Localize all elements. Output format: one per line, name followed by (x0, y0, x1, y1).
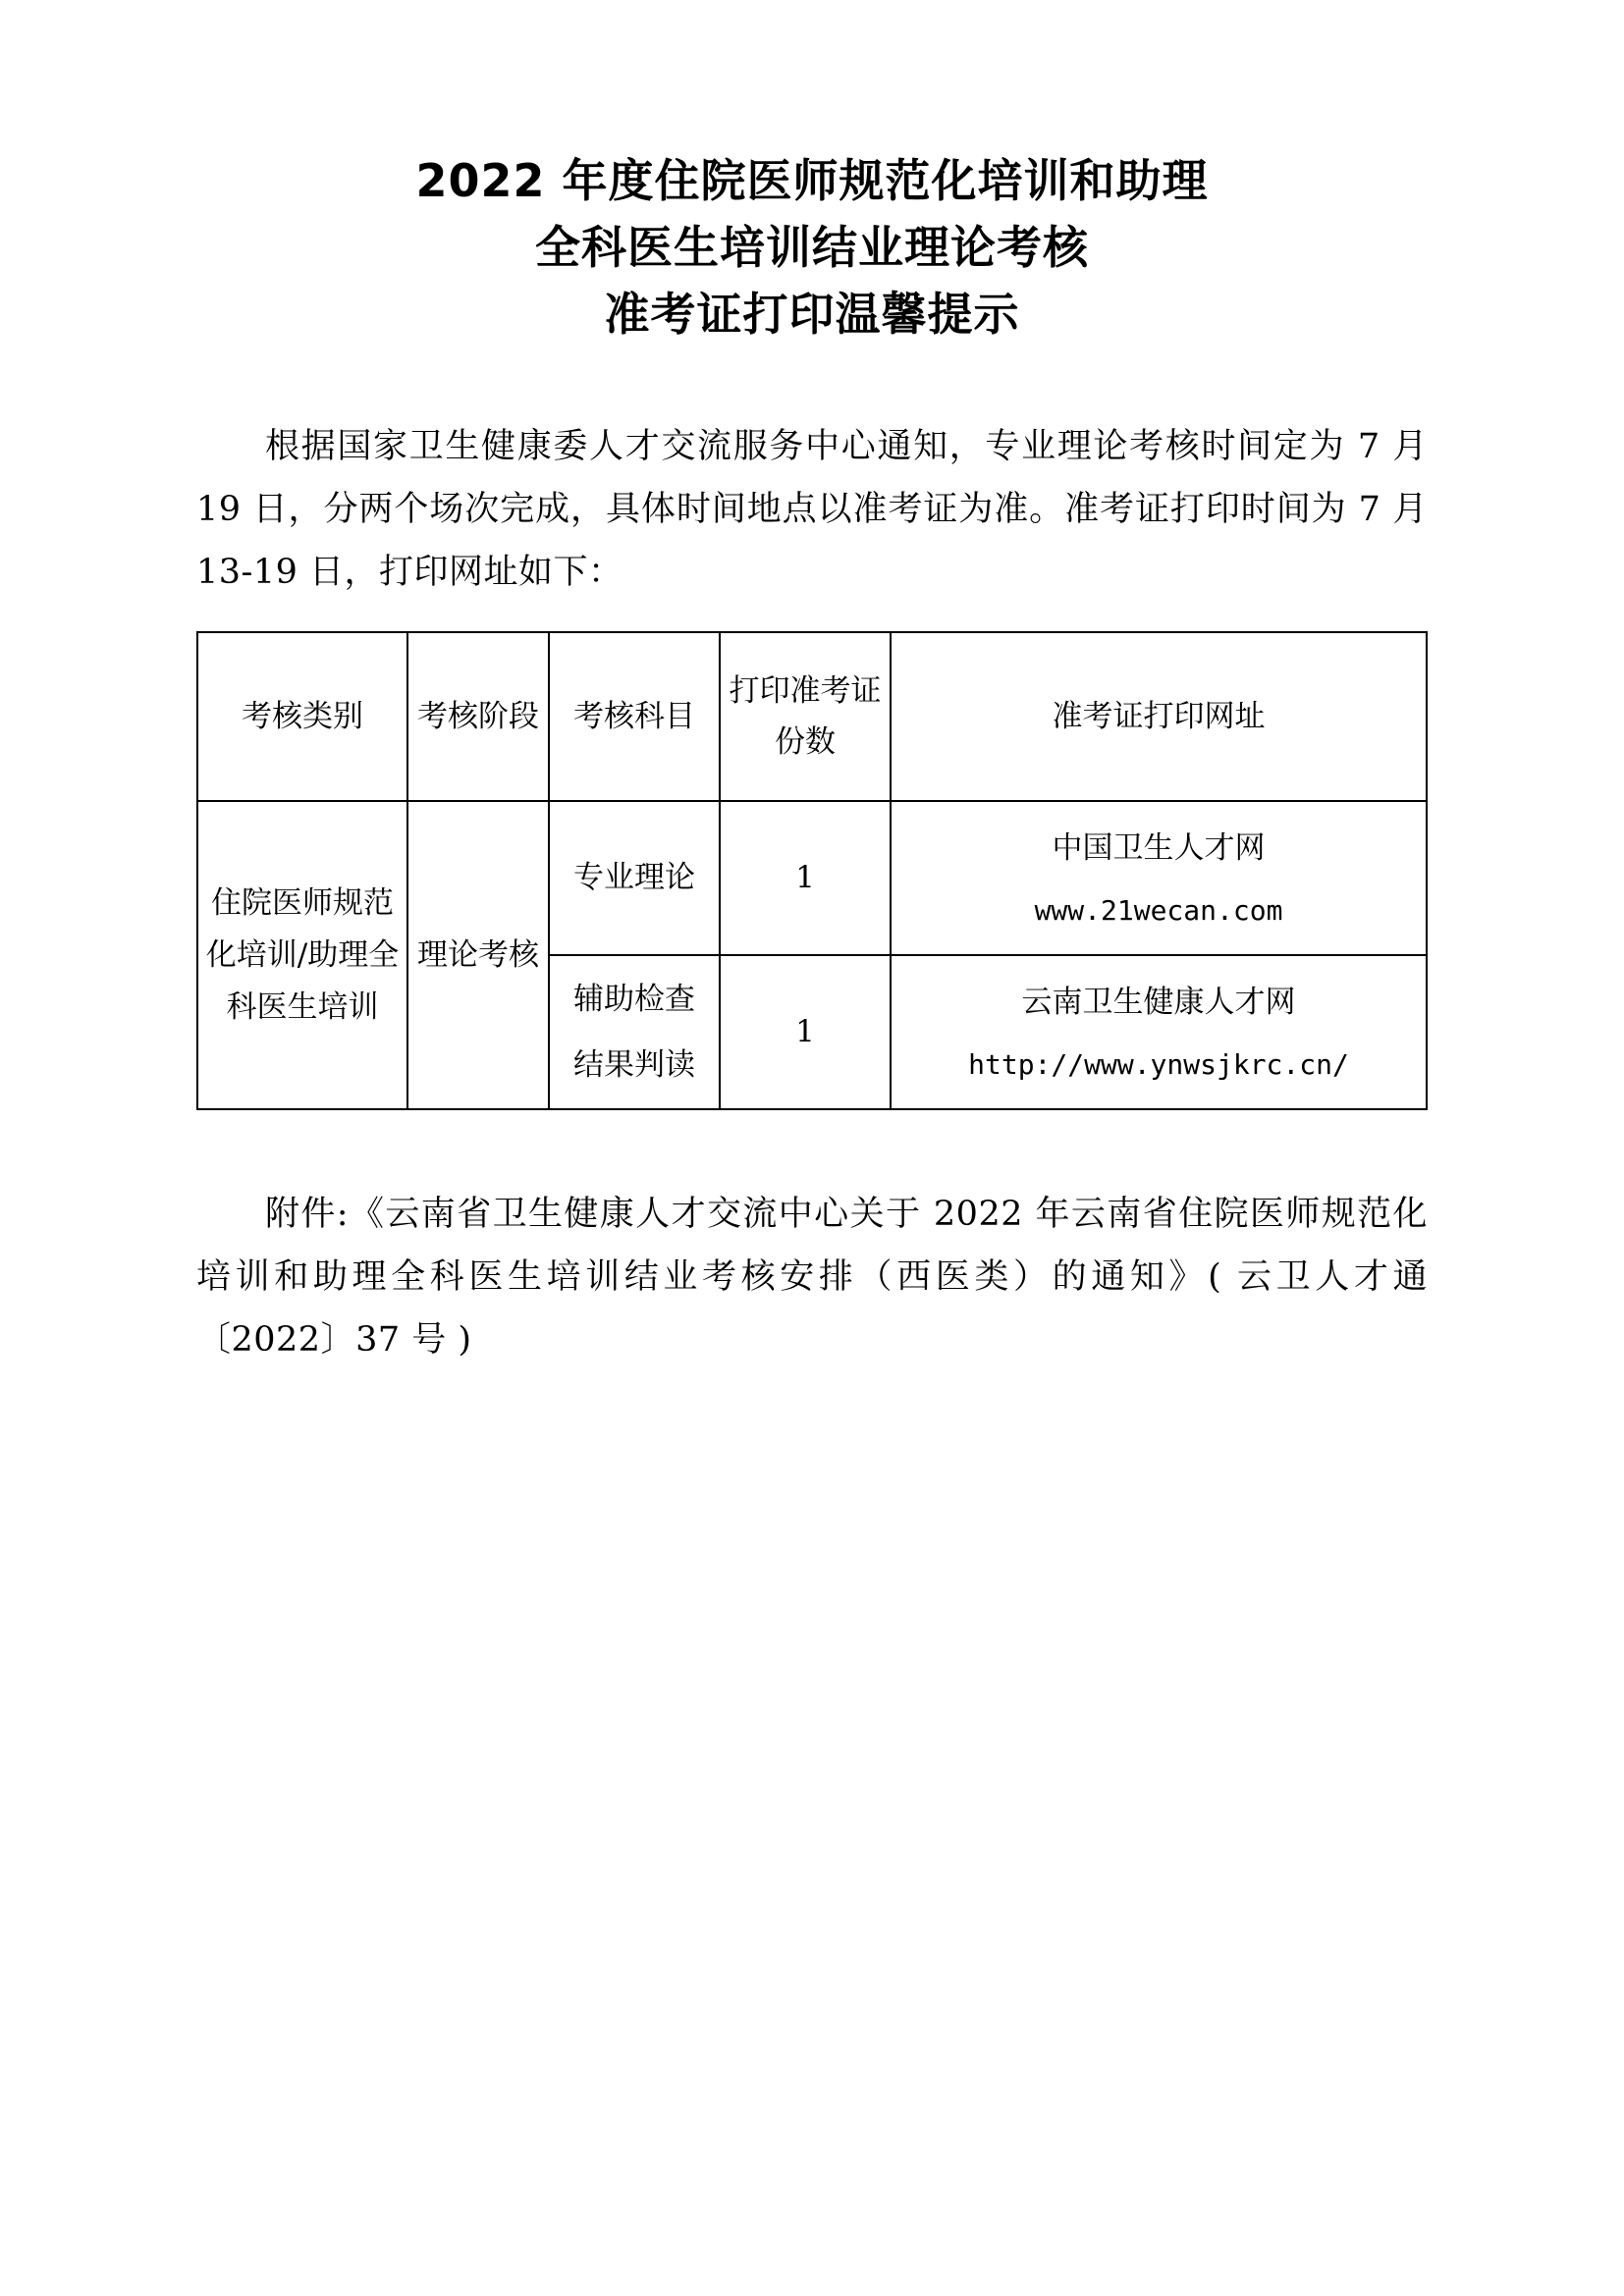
title-line-3: 准考证打印温馨提示 (604, 288, 1020, 342)
header-category: 考核类别 (197, 632, 407, 801)
table-header-row (197, 632, 1427, 801)
attachment-text: 附件:《云南省卫生健康人才交流中心关于 2022 年云南省住院医师规范化培训和助理全科医生培训结业考核安排（西医类）的通知》( 云卫人才通〔2022〕37 号 ) (196, 1195, 1428, 1360)
site-name-2: 云南卫生健康人才网 (1021, 984, 1296, 1020)
cell-stage: 理论考核 (407, 801, 549, 1109)
header-print-url: 准考证打印网址 (891, 632, 1427, 801)
page-title (196, 147, 1428, 347)
cell-url-2 (891, 955, 1427, 1109)
header-stage: 考核阶段 (407, 632, 549, 801)
cell-copies-2: 1 (720, 955, 891, 1109)
cell-subject-2-line1: 辅助检查 (573, 982, 695, 1018)
title-line-1: 2022 年度住院医师规范化培训和助理 (415, 154, 1209, 207)
attachment-section (196, 1184, 1428, 1371)
cell-copies-1: 1 (720, 801, 891, 955)
table-row (197, 801, 1427, 955)
header-copies: 打印准考证份数 (720, 632, 891, 801)
cell-subject-2-line2: 结果判读 (573, 1046, 695, 1083)
cell-subject-1: 专业理论 (549, 801, 720, 955)
title-line-2: 全科医生培训结业理论考核 (535, 221, 1089, 275)
site-name-1: 中国卫生人才网 (1052, 829, 1266, 866)
body-paragraph: 根据国家卫生健康委人才交流服务中心通知，专业理论考核时间定为 7 月 19 日，分两个场次完成，具体时间地点以准考证为准。准考证打印时间为 7 月 13-19 日，打印网址如下： (196, 427, 1428, 592)
cell-category: 住院医师规范化培训/助理全科医生培训 (197, 801, 407, 1109)
exam-info-table (196, 631, 1428, 1110)
site-url-1: www.21wecan.com (1034, 894, 1283, 928)
cell-url-1 (891, 801, 1427, 955)
cell-subject-2 (549, 955, 720, 1109)
header-subject: 考核科目 (549, 632, 720, 801)
site-url-2: http://www.ynwsjkrc.cn/ (968, 1048, 1349, 1082)
